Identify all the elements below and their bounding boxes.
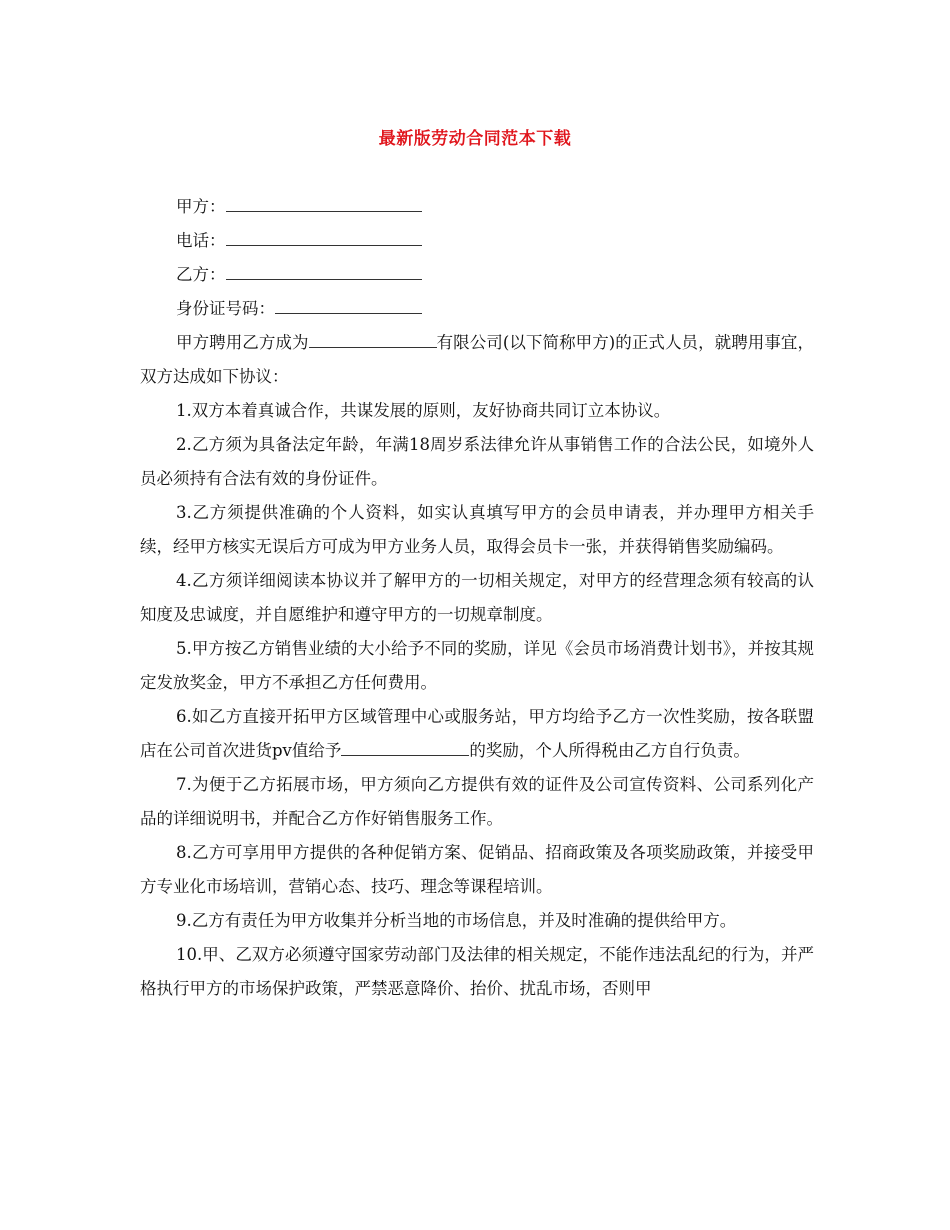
clause-8: 8.乙方可享用甲方提供的各种促销方案、促销品、招商政策及各项奖励政策，并接受甲方专业化市场培训，营销心态、技巧、理念等课程培训。: [140, 843, 814, 896]
id-number-field: [140, 292, 814, 326]
phone-label: 电话：: [176, 231, 226, 250]
clause-3: 3.乙方须提供准确的个人资料，如实认真填写甲方的会员申请表，并办理甲方相关手续，经甲方核实无误后方可成为甲方业务人员，取得会员卡一张，并获得销售奖励编码。: [140, 503, 814, 556]
clause-5: 5.甲方按乙方销售业绩的大小给予不同的奖励，详见《会员市场消费计划书》，并按其规定发放奖金，甲方不承担乙方任何费用。: [140, 639, 814, 692]
clause-6-before: 6.如乙方直接开拓甲方区域管理中心或服务站，甲方均给予乙方一次性奖励，按各联盟店在公司首次进货pv值给予: [140, 707, 814, 760]
clause-2: 2.乙方须为具备法定年龄，年满18周岁系法律允许从事销售工作的合法公民，如境外人员必须持有合法有效的身份证件。: [140, 435, 814, 488]
clause-7: 7.为便于乙方拓展市场，甲方须向乙方提供有效的证件及公司宣传资料、公司系列化产品的详细说明书，并配合乙方作好销售服务工作。: [140, 775, 814, 828]
clause-1: 1.双方本着真诚合作，共谋发展的原则，友好协商共同订立本协议。: [176, 401, 671, 420]
clause-9: 9.乙方有责任为甲方收集并分析当地的市场信息，并及时准确的提供给甲方。: [176, 911, 737, 930]
phone-blank: [226, 227, 422, 246]
document-title: 最新版劳动合同范本下载: [378, 129, 572, 149]
clause-6-after: 的奖励，个人所得税由乙方自行负责。: [469, 741, 750, 760]
phone-field: [140, 224, 814, 258]
party-b-blank: [226, 261, 422, 280]
party-b-field: [140, 258, 814, 292]
party-a-label: 甲方：: [176, 197, 226, 216]
id-number-label: 身份证号码：: [176, 299, 275, 318]
company-name-blank: [309, 329, 437, 348]
intro-paragraph: [140, 326, 814, 394]
intro-text-before: 甲方聘用乙方成为: [176, 333, 309, 352]
document-body: [140, 190, 814, 1006]
id-number-blank: [275, 295, 422, 314]
clause-6: [140, 700, 814, 768]
clause-4: 4.乙方须详细阅读本协议并了解甲方的一切相关规定，对甲方的经营理念须有较高的认知度及忠诚度，并自愿维护和遵守甲方的一切规章制度。: [140, 571, 814, 624]
pv-value-blank: [341, 737, 469, 756]
clause-10: 10.甲、乙双方必须遵守国家劳动部门及法律的相关规定，不能作违法乱纪的行为，并严格执行甲方的市场保护政策，严禁恶意降价、抬价、扰乱市场，否则甲: [140, 945, 814, 998]
party-a-blank: [226, 193, 422, 212]
party-b-label: 乙方：: [176, 265, 226, 284]
party-a-field: [140, 190, 814, 224]
intro-text-after: 有限公司(以下简称甲方)的正式人员，就聘用事宜，双方达成如下协议：: [140, 333, 814, 386]
